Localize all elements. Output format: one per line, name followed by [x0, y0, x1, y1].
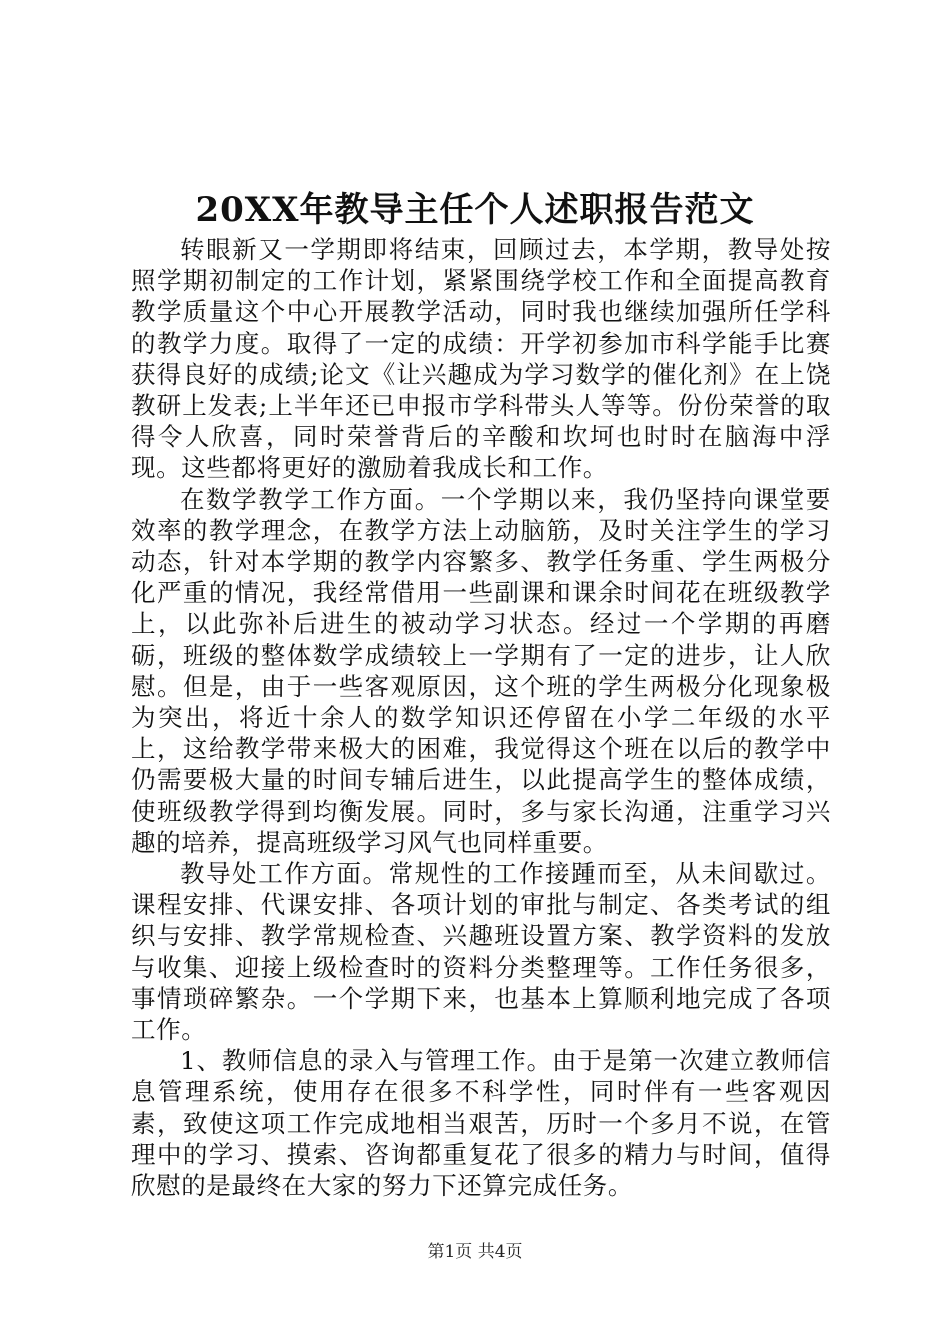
- document-title: 20XX年教导主任个人述职报告范文: [195, 190, 755, 230]
- paragraph-math-teaching: 在数学教学工作方面。一个学期以来，我仍坚持向课堂要效率的教学理念，在教学方法上动脑筋，及时关注学生的学习动态，针对本学期的教学内容繁多、教学任务重、学生两极分化严重的情况，我经常借用一些副课和课余时间花在班级教学上，以此弥补后进生的被动学习状态。经过一个学期的再磨砺，班级的整体数学成绩较上一学期有了一定的进步，让人欣慰。但是，由于一些客观原因，这个班的学生两极分化现象极为突出，将近十余人的数学知识还停留在小学二年级的水平上，这给教学带来极大的困难，我觉得这个班在以后的教学中仍需要极大量的时间专辅后进生，以此提高学生的整体成绩，使班级教学得到均衡发展。同时，多与家长沟通，注重学习兴趣的培养，提高班级学习风气也同样重要。: [131, 484, 831, 857]
- document-body: [131, 234, 831, 1201]
- paragraph-intro: 转眼新又一学期即将结束，回顾过去，本学期，教导处按照学期初制定的工作计划，紧紧围绕学校工作和全面提高教育教学质量这个中心开展教学活动，同时我也继续加强所任学科的教学力度。取得了一定的成绩：开学初参加市科学能手比赛获得良好的成绩;论文《让兴趣成为学习数学的催化剂》在上饶教研上发表;上半年还已申报市学科带头人等等。份份荣誉的取得令人欣喜，同时荣誉背后的辛酸和坎坷也时时在脑海中浮现。这些都将更好的激励着我成长和工作。: [131, 235, 831, 483]
- paragraph-teacher-info: 1、教师信息的录入与管理工作。由于是第一次建立教师信息管理系统，使用存在很多不科学性，同时伴有一些客观因素，致使这项工作完成地相当艰苦，历时一个多月不说，在管理中的学习、摸索、咨询都重复花了很多的精力与时间，值得欣慰的是最终在大家的努力下还算完成任务。: [131, 1046, 831, 1201]
- paragraph-office-work: 教导处工作方面。常规性的工作接踵而至，从未间歇过。课程安排、代课安排、各项计划的审批与制定、各类考试的组织与安排、教学常规检查、兴趣班设置方案、教学资料的发放与收集、迎接上级检查时的资料分类整理等。工作任务很多，事情琐碎繁杂。一个学期下来，也基本上算顺利地完成了各项工作。: [131, 859, 831, 1045]
- page-number-footer: 第1页 共4页: [427, 1242, 523, 1262]
